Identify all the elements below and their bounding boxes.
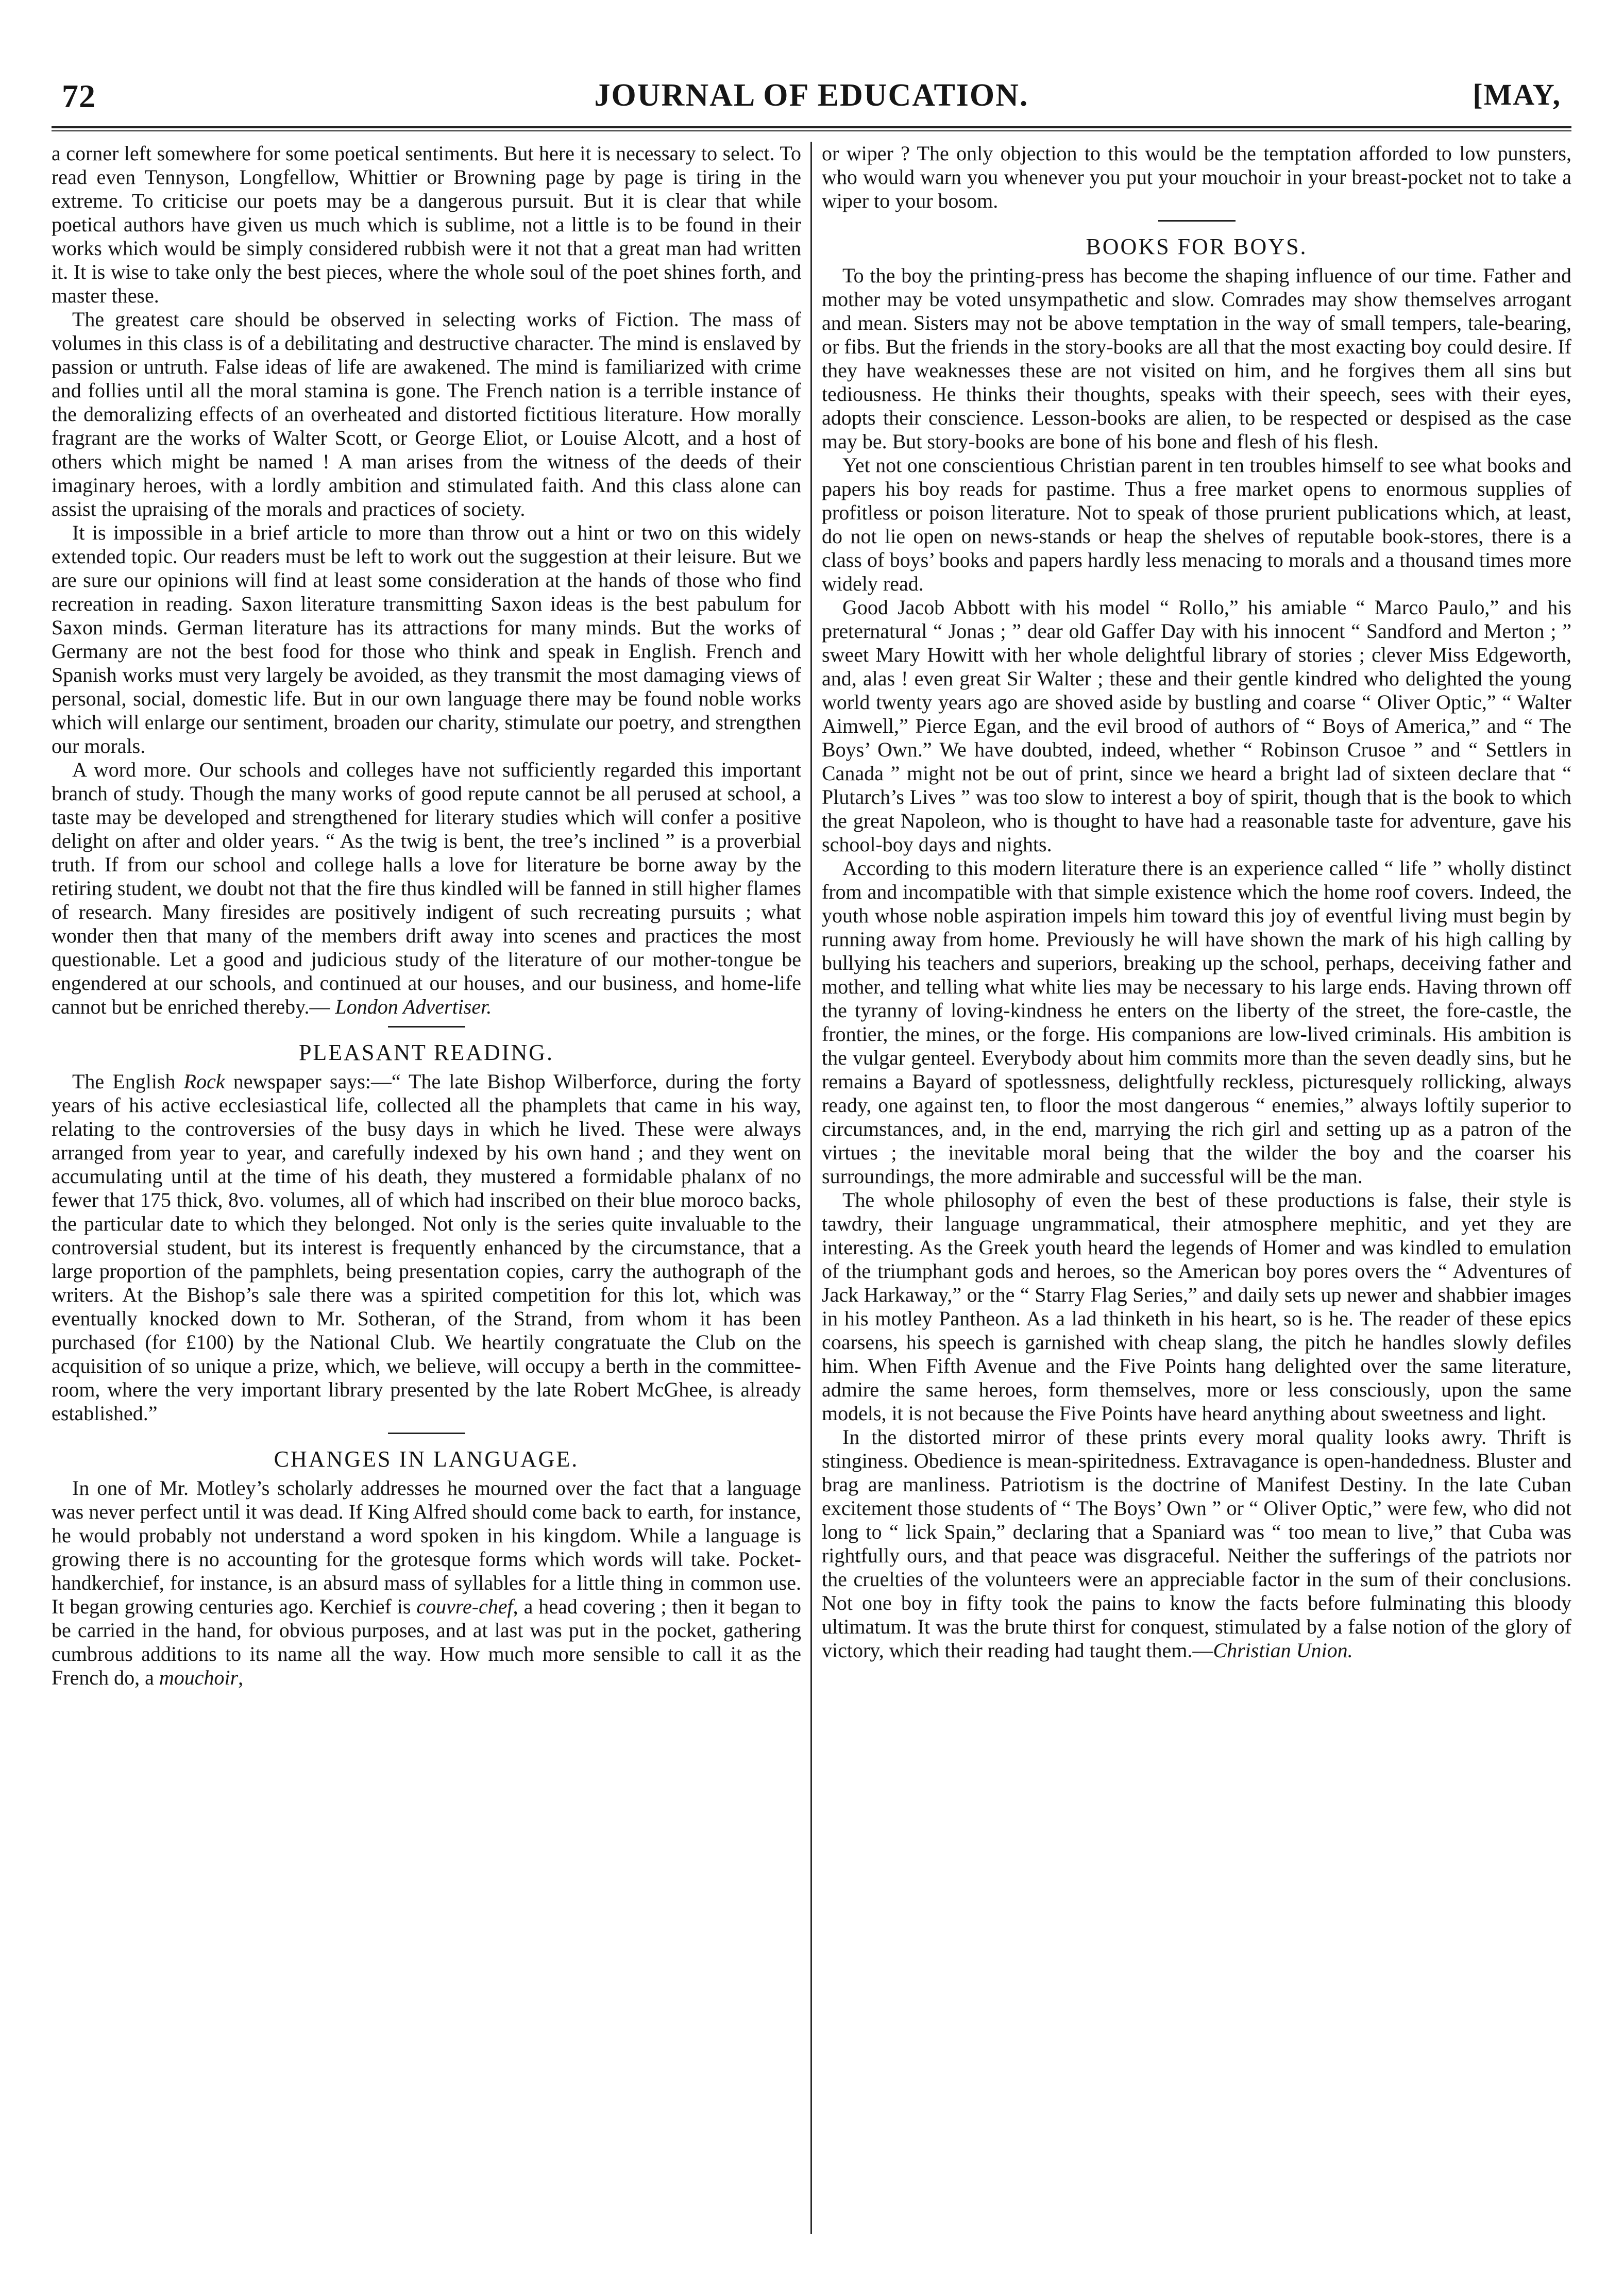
- italic-term: couvre-chef: [416, 1595, 513, 1618]
- source-credit: Christian Union.: [1213, 1639, 1353, 1662]
- paragraph-text: In the distorted mirror of these prints every moral quality looks awry. Thrift is stinginess. Obedience is mean-spiritedness. Extravagance is open-handedness. Bluster and brag are manliness. Patriotism is the doctrine of Manifest Destiny. In the late Cuban excitement those students of “ The Boys’ Own ” or “ Oliver Optic,” were few, who did not long to “ lick Spain,” declaring that a Spaniard was “ too mean to live,” that Cuba was rightfully ours, and that peace was disgraceful. Neither the sufferings of the patriots nor the cruelties of the volunteers were an appreciable factor in the sum of their conclusions. Not one boy in fifty took the pains to know the facts before fulminating this bloody ultimatum. It was the brute thirst for conquest, stimulated by a false notion of the glory of victory, which their reading had taught them.—: [822, 1425, 1571, 1662]
- newspaper-name: Rock: [183, 1070, 225, 1093]
- paragraph-text: The English: [72, 1070, 184, 1093]
- paragraph: [52, 758, 801, 1019]
- left-column: [52, 142, 801, 1690]
- section-divider: [388, 1026, 465, 1028]
- paragraph: According to this modern literature there is an experience called “ life ” wholly distinct from and incompatible with that simple existence which the home roof covers. Indeed, the youth whose noble aspiration impels him toward this joy of eventful living must begin by running away from home. Previously he will have shown the mark of his high calling by bullying his teachers and superiors, breaking up the school, perhaps, deceiving father and mother, and telling what white lies may be necessary to his large ends. Having thrown off the tyranny of loving-kindness he enters on the liberty of the street, the fore-castle, the frontier, the mines, or the forge. His companions are low-lived criminals. His ambition is the vulgar genteel. Everybody about him commits more than the seven deadly sins, but he remains a Bayard of spotlessness, delightfully reckless, picturesquely rollicking, always ready, one against ten, to floor the most dangerous “ enemies,” always loftily superior to circumstances, and, in the end, marrying the rich girl and setting up as a patron of the virtues ; the inevitable moral being that the wilder the boy and the coarser his surroundings, the more admirable and successful will be the man.: [822, 856, 1571, 1188]
- paragraph: The greatest care should be observed in selecting works of Fiction. The mass of volumes in this class is of a debilitating and destructive character. The mind is enslaved by passion or untruth. False ideas of life are awakened. The mind is familiarized with crime and follies until all the moral stamina is gone. The French nation is a terrible instance of the demoralizing effects of an overheated and distorted fictitious literature. How morally fragrant are the works of Walter Scott, or George Eliot, or Louise Alcott, and a host of others which might be named ! A man arises from the witness of the deeds of their imaginary heroes, with a lordly ambition and stimulated faith. And this class alone can assist the upraising of the morals and practices of society.: [52, 308, 801, 520]
- section-divider: [1158, 220, 1236, 222]
- column-divider: [810, 142, 812, 2234]
- paragraph: The whole philosophy of even the best of these productions is false, their style is tawdry, their language ungrammatical, their atmosphere mephitic, and yet they are interesting. As the Greek youth heard the legends of Homer and was kindled to emulation of the triumphant gods and heroes, so the American boy pores overs the “ Adventures of Jack Harkaway,” or the “ Starry Flag Series,” and daily sets up newer and shabbier images in his motley Pantheon. As a lad thinketh in his heart, so is he. The reader of these epics coarsens, his speech is garnished with cheap slang, the pitch he handles slowly defiles him. When Fifth Avenue and the Five Points hang delighted over the same literature, admire the same heroes, form themselves, more or less consciously, upon the same models, it is not because the Five Points have heard anything about sweetness and light.: [822, 1188, 1571, 1425]
- paragraph-text: A word more. Our schools and colleges have not sufficiently regarded this important branch of study. Though the many works of good repute cannot be all perused at school, a taste may be developed and strengthened for literary studies which will confer a positive delight on after and older years. “ As the twig is bent, the tree’s inclined ” is a proverbial truth. If from our school and college halls a love for literature be borne away by the retiring student, we doubt not that the fire thus kindled will be fanned in still higher flames of research. Many firesides are positively indigent of such recreating pursuits ; what wonder then that many of the members drift away into scenes and practices the most questionable. Let a good and judicious study of the literature of our mother-tongue be engendered at our schools, and continued at our houses, and our business, and home-life cannot but be enriched thereby.—: [52, 758, 801, 1018]
- paragraph-text: ,: [238, 1666, 244, 1689]
- section-divider: [388, 1433, 465, 1434]
- paragraph-text: newspaper says:—“ The late Bishop Wilberforce, during the forty years of his active ecclesiastical life, collected all the phamplets that came in his way, relating to the controversies of the busy days in which he lived. These were always arranged from year to year, and carefully indexed by his own hand ; and they went on accumulating until at the time of his death, they mustered a formidable phalanx of no fewer that 175 thick, 8vo. volumes, all of which had inscribed on their blue moroco backs, the particular date to which they belonged. Not only is the series quite invaluable to the controversial student, but its interest is frequently enhanced by the circumstance, that a large proportion of the pamphlets, being presentation copies, carry the authograph of the writers. At the Bishop’s sale there was a spirited competition for this lot, which was eventually knocked down to Mr. Sotheran, of the Strand, from whom it has been purchased (for £100) by the National Club. We heartily congratuate the Club on the acquisition of so unique a prize, which, we believe, will occupy a berth in the committee-room, where the very important library presented by the late Robert McGhee, is already established.”: [52, 1070, 802, 1425]
- paragraph-text: , a head covering ; then it began to be carried in the hand, for obvious purposes, and at last was put in the pocket, gathering cumbrous additions to its name all the way. How much more sensible to call it as the French do, a: [52, 1595, 802, 1689]
- issue-month: [MAY,: [1473, 78, 1561, 111]
- source-credit: London Advertiser.: [335, 995, 492, 1018]
- paragraph: [52, 1070, 801, 1425]
- paragraph: [822, 1425, 1571, 1662]
- section-title-pleasant-reading: PLEASANT READING.: [298, 1040, 554, 1065]
- paragraph: [52, 1476, 801, 1690]
- paragraph-text: In one of Mr. Motley’s scholarly addresses he mourned over the fact that a language was never perfect until it was dead. If King Alfred should come back to earth, for instance, he would probably not understand a word spoken in his kingdom. While a language is growing there is no accounting for the grotesque forms which words will take. Pocket-handkerchief, for instance, is an absurd mass of syllables for a little thing in common use. It began growing centuries ago. Kerchief is: [52, 1476, 801, 1618]
- paragraph: Yet not one conscientious Christian parent in ten troubles himself to see what books and papers his boy reads for pastime. Thus a free market opens to enormous supplies of profitless or poison literature. Not to speak of those prurient publications which, at least, do not lie open on news-stands or heap the shelves of reputable book-stores, there is a class of boys’ books and papers hardly less menacing to morals and a thousand times more widely read.: [822, 453, 1571, 595]
- page-number: 72: [62, 78, 96, 114]
- section-title-books-for-boys: BOOKS FOR BOYS.: [1086, 234, 1308, 259]
- italic-term: mouchoir: [159, 1666, 239, 1689]
- header-rule: [52, 126, 1571, 131]
- paragraph: or wiper ? The only objection to this would be the temptation afforded to low punsters, who would warn you whenever you put your mouchoir in your breast-pocket not to take a wiper to your bosom.: [822, 142, 1571, 212]
- paragraph: Good Jacob Abbott with his model “ Rollo,” his amiable “ Marco Paulo,” and his preternatural “ Jonas ; ” dear old Gaffer Day with his innocent “ Sandford and Merton ; ” sweet Mary Howitt with her whole delightful library of stories ; clever Miss Edgeworth, and, alas ! even great Sir Walter ; these and their gentle kindred who delighted the young world twenty years ago are shoved aside by bustling and coarse “ Oliver Optic,” “ Walter Aimwell,” Pierce Egan, and the evil brood of authors of “ Boys of America,” and “ The Boys’ Own.” We have doubted, indeed, whether “ Robinson Crusoe ” and “ Settlers in Canada ” might not be out of print, since we heard a bright lad of sixteen declare that “ Plutarch’s Lives ” was too slow to interest a boy of spirit, though that is the book to which the great Napoleon, who is thought to have had a reasonable taste for adventure, gave his school-boy days and nights.: [822, 596, 1571, 856]
- journal-title: JOURNAL OF EDUCATION.: [594, 78, 1029, 113]
- section-title-changes-in-language: CHANGES IN LANGUAGE.: [274, 1446, 579, 1472]
- paragraph: a corner left somewhere for some poetical sentiments. But here it is necessary to select. To read even Tennyson, Longfellow, Whittier or Browning page by page is tiring in the extreme. To criticise our poets may be a dangerous pursuit. But it is clear that while poetical authors have given us much which is sublime, not a little is to be found in their works which would be simply considered rubbish were it not that a great man had written it. It is wise to take only the best pieces, where the whole soul of the poet shines forth, and master these.: [52, 142, 801, 307]
- paragraph: It is impossible in a brief article to more than throw out a hint or two on this widely extended topic. Our readers must be left to work out the suggestion at their leisure. But we are sure our opinions will find at least some consideration at the hands of those who find recreation in reading. Saxon literature transmitting Saxon ideas is the best pabulum for Saxon minds. German literature has its attractions for many minds. But the works of Germany are not the best food for those who think and speak in English. French and Spanish works must very largely be avoided, as they transmit the most damaging views of personal, social, domestic life. But in our own language there may be found noble works which will enlarge our sentiment, broaden our charity, stimulate our poetry, and strengthen our morals.: [52, 521, 801, 757]
- running-head: [62, 77, 1561, 119]
- right-column: [822, 142, 1571, 1662]
- paragraph: To the boy the printing-press has become the shaping influence of our time. Father and mother may be voted unsympathetic and slow. Comrades may show themselves arrogant and mean. Sisters may not be above temptation in the way of small tempers, tale-bearing, or fibs. But the friends in the story-books are all that the most exacting boy could desire. If they have weaknesses these are not visited on him, and he forgives them all sins but tediousness. He thinks their thoughts, speaks with their speech, sees with their eyes, adopts their conscience. Lesson-books are alien, to be respected or despised as the case may be. But story-books are bone of his bone and flesh of his flesh.: [822, 264, 1571, 453]
